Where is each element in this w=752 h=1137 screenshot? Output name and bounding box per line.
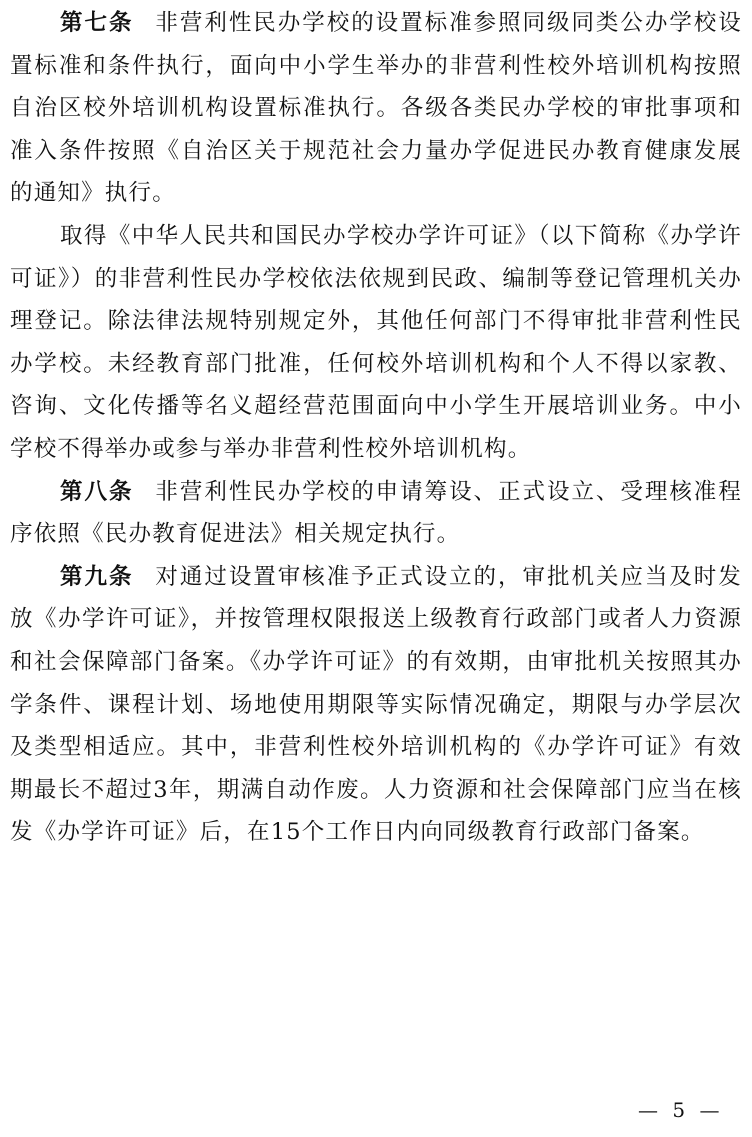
article-7-heading: 第七条: [60, 10, 134, 36]
document-body: [10, 2, 742, 854]
article-9-paragraph-1: [10, 556, 742, 854]
article-8-paragraph-1: [10, 471, 742, 556]
article-7-paragraph-2: [10, 215, 742, 471]
article-8-heading: 第八条: [60, 478, 134, 505]
article-7-paragraph-1: [10, 2, 742, 215]
page-number: — 5 —: [638, 1098, 724, 1122]
article-7-text-1: 非营利性民办学校的设置标准参照同级同类公办学校设置标准和条件执行，面向中小学生举办的非营利性校外培训机构按照自治区校外培训机构设置标准执行。各级各类民办学校的审批事项和准入条件按照《自治区关于规范社会力量办学促进民办教育健康发展的通知》执行。: [10, 10, 742, 207]
article-9-text-1: 对通过设置审核准予正式设立的，审批机关应当及时发放《办学许可证》，并按管理权限报送上级教育行政部门或者人力资源和社会保障部门备案。《办学许可证》的有效期，由审批机关按照其办学条件、课程计划、场地使用期限等实际情况确定，期限与办学层次及类型相适应。其中，非营利性校外培训机构的《办学许可证》有效期最长不超过3年，期满自动作废。人力资源和社会保障部门应当在核发《办学许可证》后，在15个工作日内向同级教育行政部门备案。: [10, 563, 742, 846]
article-7-text-2: 取得《中华人民共和国民办学校办学许可证》（以下简称《办学许可证》）的非营利性民办学校依法依规到民政、编制等登记管理机关办理登记。除法律法规特别规定外，其他任何部门不得审批非营利性民办学校。未经教育部门批准，任何校外培训机构和个人不得以家教、咨询、文化传播等名义超经营范围面向中小学生开展培训业务。中小学校不得举办或参与举办非营利性校外培训机构。: [10, 222, 742, 462]
article-8-text-1: 非营利性民办学校的申请筹设、正式设立、受理核准程序依照《民办教育促进法》相关规定执行。: [10, 478, 742, 548]
article-9-heading: 第九条: [60, 563, 134, 590]
